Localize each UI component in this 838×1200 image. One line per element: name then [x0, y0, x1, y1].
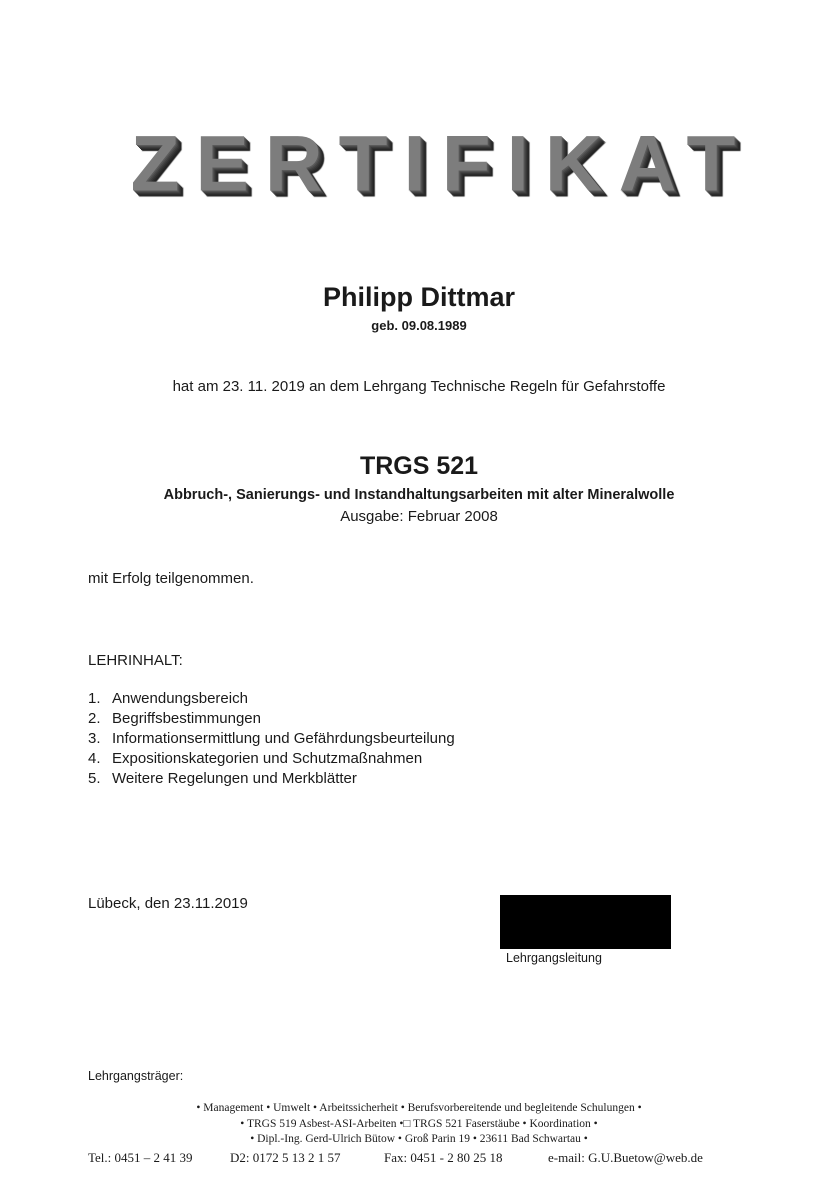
footer-line-address: • Dipl.-Ing. Gerd-Ulrich Bütow • Groß Parin 19 • 23611 Bad Schwartau • [250, 1133, 588, 1145]
attendance-statement: hat am 23. 11. 2019 an dem Lehrgang Technische Regeln für Gefahrstoffe [172, 378, 666, 395]
footer-d2: D2: 0172 5 13 2 1 57 [230, 1150, 341, 1165]
footer-tel: Tel.: 0451 – 2 41 39 [88, 1150, 193, 1165]
list-item [88, 709, 455, 729]
course-edition: Ausgabe: Februar 2008 [340, 508, 498, 525]
list-item-text: Expositionskategorien und Schutzmaßnahmen [112, 750, 423, 767]
recipient-birthdate: geb. 09.08.1989 [371, 318, 467, 333]
place-date: Lübeck, den 23.11.2019 [88, 895, 248, 912]
list-item-text: Weitere Regelungen und Merkblätter [112, 770, 357, 787]
success-statement: mit Erfolg teilgenommen. [88, 570, 254, 587]
footer-services [0, 1101, 838, 1148]
sponsor-label: Lehrgangsträger: [88, 1069, 184, 1083]
list-item [88, 749, 455, 769]
list-item [88, 769, 455, 789]
list-item-number: 3. [88, 730, 101, 747]
course-title: Abbruch-, Sanierungs- und Instandhaltungsarbeiten mit alter Mineralwolle [163, 487, 675, 503]
footer-line-trgs: • TRGS 519 Asbest-ASI-Arbeiten •□ TRGS 521 Faserstäube • Koordination • [240, 1117, 598, 1130]
list-item [88, 729, 455, 749]
list-item-text: Begriffsbestimmungen [112, 710, 261, 727]
list-item-number: 2. [88, 710, 101, 727]
signature-label: Lehrgangsleitung [506, 951, 602, 965]
footer-line-services: • Management • Umwelt • Arbeitssicherheit • Berufsvorbereitende und begleitende Schulungen • [196, 1102, 642, 1114]
redacted-signature [500, 895, 671, 949]
course-code: TRGS 521 [359, 452, 479, 480]
footer-fax: Fax: 0451 - 2 80 25 18 [384, 1150, 503, 1165]
list-item-number: 4. [88, 750, 101, 767]
certificate-title: ZERTIFIKAT [130, 119, 752, 208]
list-item-number: 1. [88, 690, 101, 707]
list-item-text: Anwendungsbereich [112, 690, 248, 707]
list-item [88, 689, 455, 709]
list-item-text: Informationsermittlung und Gefährdungsbeurteilung [112, 730, 455, 747]
recipient-name: Philipp Dittmar [322, 282, 515, 312]
content-heading: LEHRINHALT: [88, 652, 183, 669]
content-list [88, 689, 455, 789]
list-item-number: 5. [88, 770, 101, 787]
footer-email: e-mail: G.U.Buetow@web.de [548, 1150, 703, 1165]
